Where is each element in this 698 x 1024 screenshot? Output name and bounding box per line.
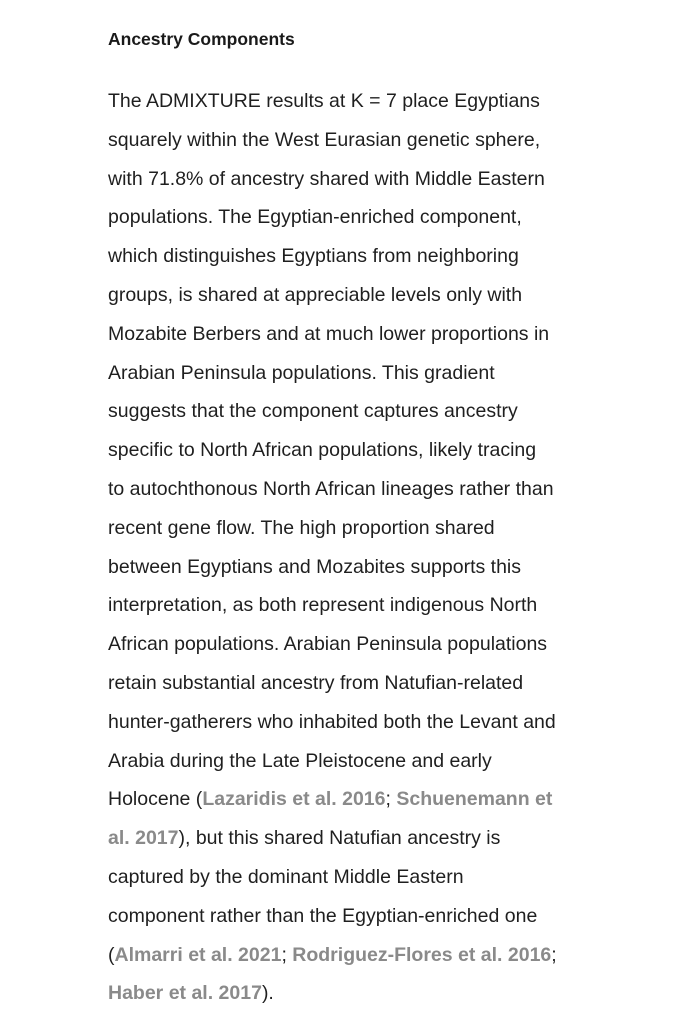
text-run: squarely within the West Eurasian genetic sphere, xyxy=(108,128,541,151)
text-run: The ADMIXTURE results at K = 7 place Egyptians xyxy=(108,90,540,112)
citation-link[interactable]: Lazaridis et al. 2016 xyxy=(202,788,386,811)
text-run: Arabian Peninsula populations. This gradient xyxy=(108,361,495,384)
citation-link[interactable]: Rodriguez-Flores et al. 2016 xyxy=(292,943,552,966)
text-line xyxy=(108,237,608,276)
text-line xyxy=(108,392,608,431)
text-run: between Egyptians and Mozabites supports this xyxy=(108,555,521,578)
text-line xyxy=(108,742,608,781)
citation-link[interactable]: al. 2017 xyxy=(108,827,179,850)
text-run: ), but this shared Natufian ancestry is xyxy=(178,827,501,850)
citation-link[interactable]: Haber et al. 2017 xyxy=(108,982,262,1005)
text-line xyxy=(108,974,608,1013)
text-run: ; xyxy=(551,943,557,966)
text-line xyxy=(108,897,608,936)
text-run: suggests that the component captures ancestry xyxy=(108,400,518,423)
text-run: ). xyxy=(261,982,274,1005)
text-run: component rather than the Egyptian-enriched one xyxy=(108,904,538,927)
text-line xyxy=(108,82,608,121)
text-run: populations. The Egyptian-enriched component, xyxy=(108,206,522,229)
text-run: with 71.8% of ancestry shared with Middle Eastern xyxy=(108,167,545,190)
text-run: captured by the dominant Middle Eastern xyxy=(108,865,464,888)
text-line xyxy=(108,936,608,975)
section-title: Ancestry Components xyxy=(108,29,295,49)
text-line xyxy=(108,703,608,742)
text-run: recent gene flow. The high proportion shared xyxy=(108,516,495,539)
text-line xyxy=(108,160,608,199)
text-run: ; xyxy=(385,788,397,811)
text-line xyxy=(108,354,608,393)
text-line xyxy=(108,198,608,237)
text-run: Holocene ( xyxy=(108,788,203,811)
text-line xyxy=(108,858,608,897)
text-line xyxy=(108,315,608,354)
text-run: ( xyxy=(108,943,115,966)
text-line xyxy=(108,276,608,315)
text-run: which distinguishes Egyptians from neighboring xyxy=(108,245,519,268)
text-line xyxy=(108,509,608,548)
text-run: African populations. Arabian Peninsula populations xyxy=(108,633,548,656)
citation-link[interactable]: Almarri et al. 2021 xyxy=(114,943,282,966)
citation-link[interactable]: Schuenemann et xyxy=(396,788,553,811)
text-run: hunter-gatherers who inhabited both the Levant and xyxy=(108,710,556,733)
text-run: groups, is shared at appreciable levels only with xyxy=(108,283,523,306)
body-paragraph xyxy=(108,82,608,1013)
text-line xyxy=(108,470,608,509)
text-run: Arabia during the Late Pleistocene and early xyxy=(108,749,492,772)
text-run: Mozabite Berbers and at much lower proportions in xyxy=(108,322,550,345)
text-run: interpretation, as both represent indigenous North xyxy=(108,594,538,617)
text-line xyxy=(108,819,608,858)
text-line xyxy=(108,431,608,470)
text-line xyxy=(108,780,608,819)
text-line xyxy=(108,664,608,703)
text-run: specific to North African populations, likely tracing xyxy=(108,439,537,462)
text-line xyxy=(108,121,608,160)
text-run: to autochthonous North African lineages rather than xyxy=(108,477,554,500)
article xyxy=(108,26,608,1013)
text-line xyxy=(108,625,608,664)
text-run: ; xyxy=(281,943,293,966)
text-line xyxy=(108,586,608,625)
text-line xyxy=(108,548,608,587)
text-run: retain substantial ancestry from Natufian-related xyxy=(108,671,524,694)
